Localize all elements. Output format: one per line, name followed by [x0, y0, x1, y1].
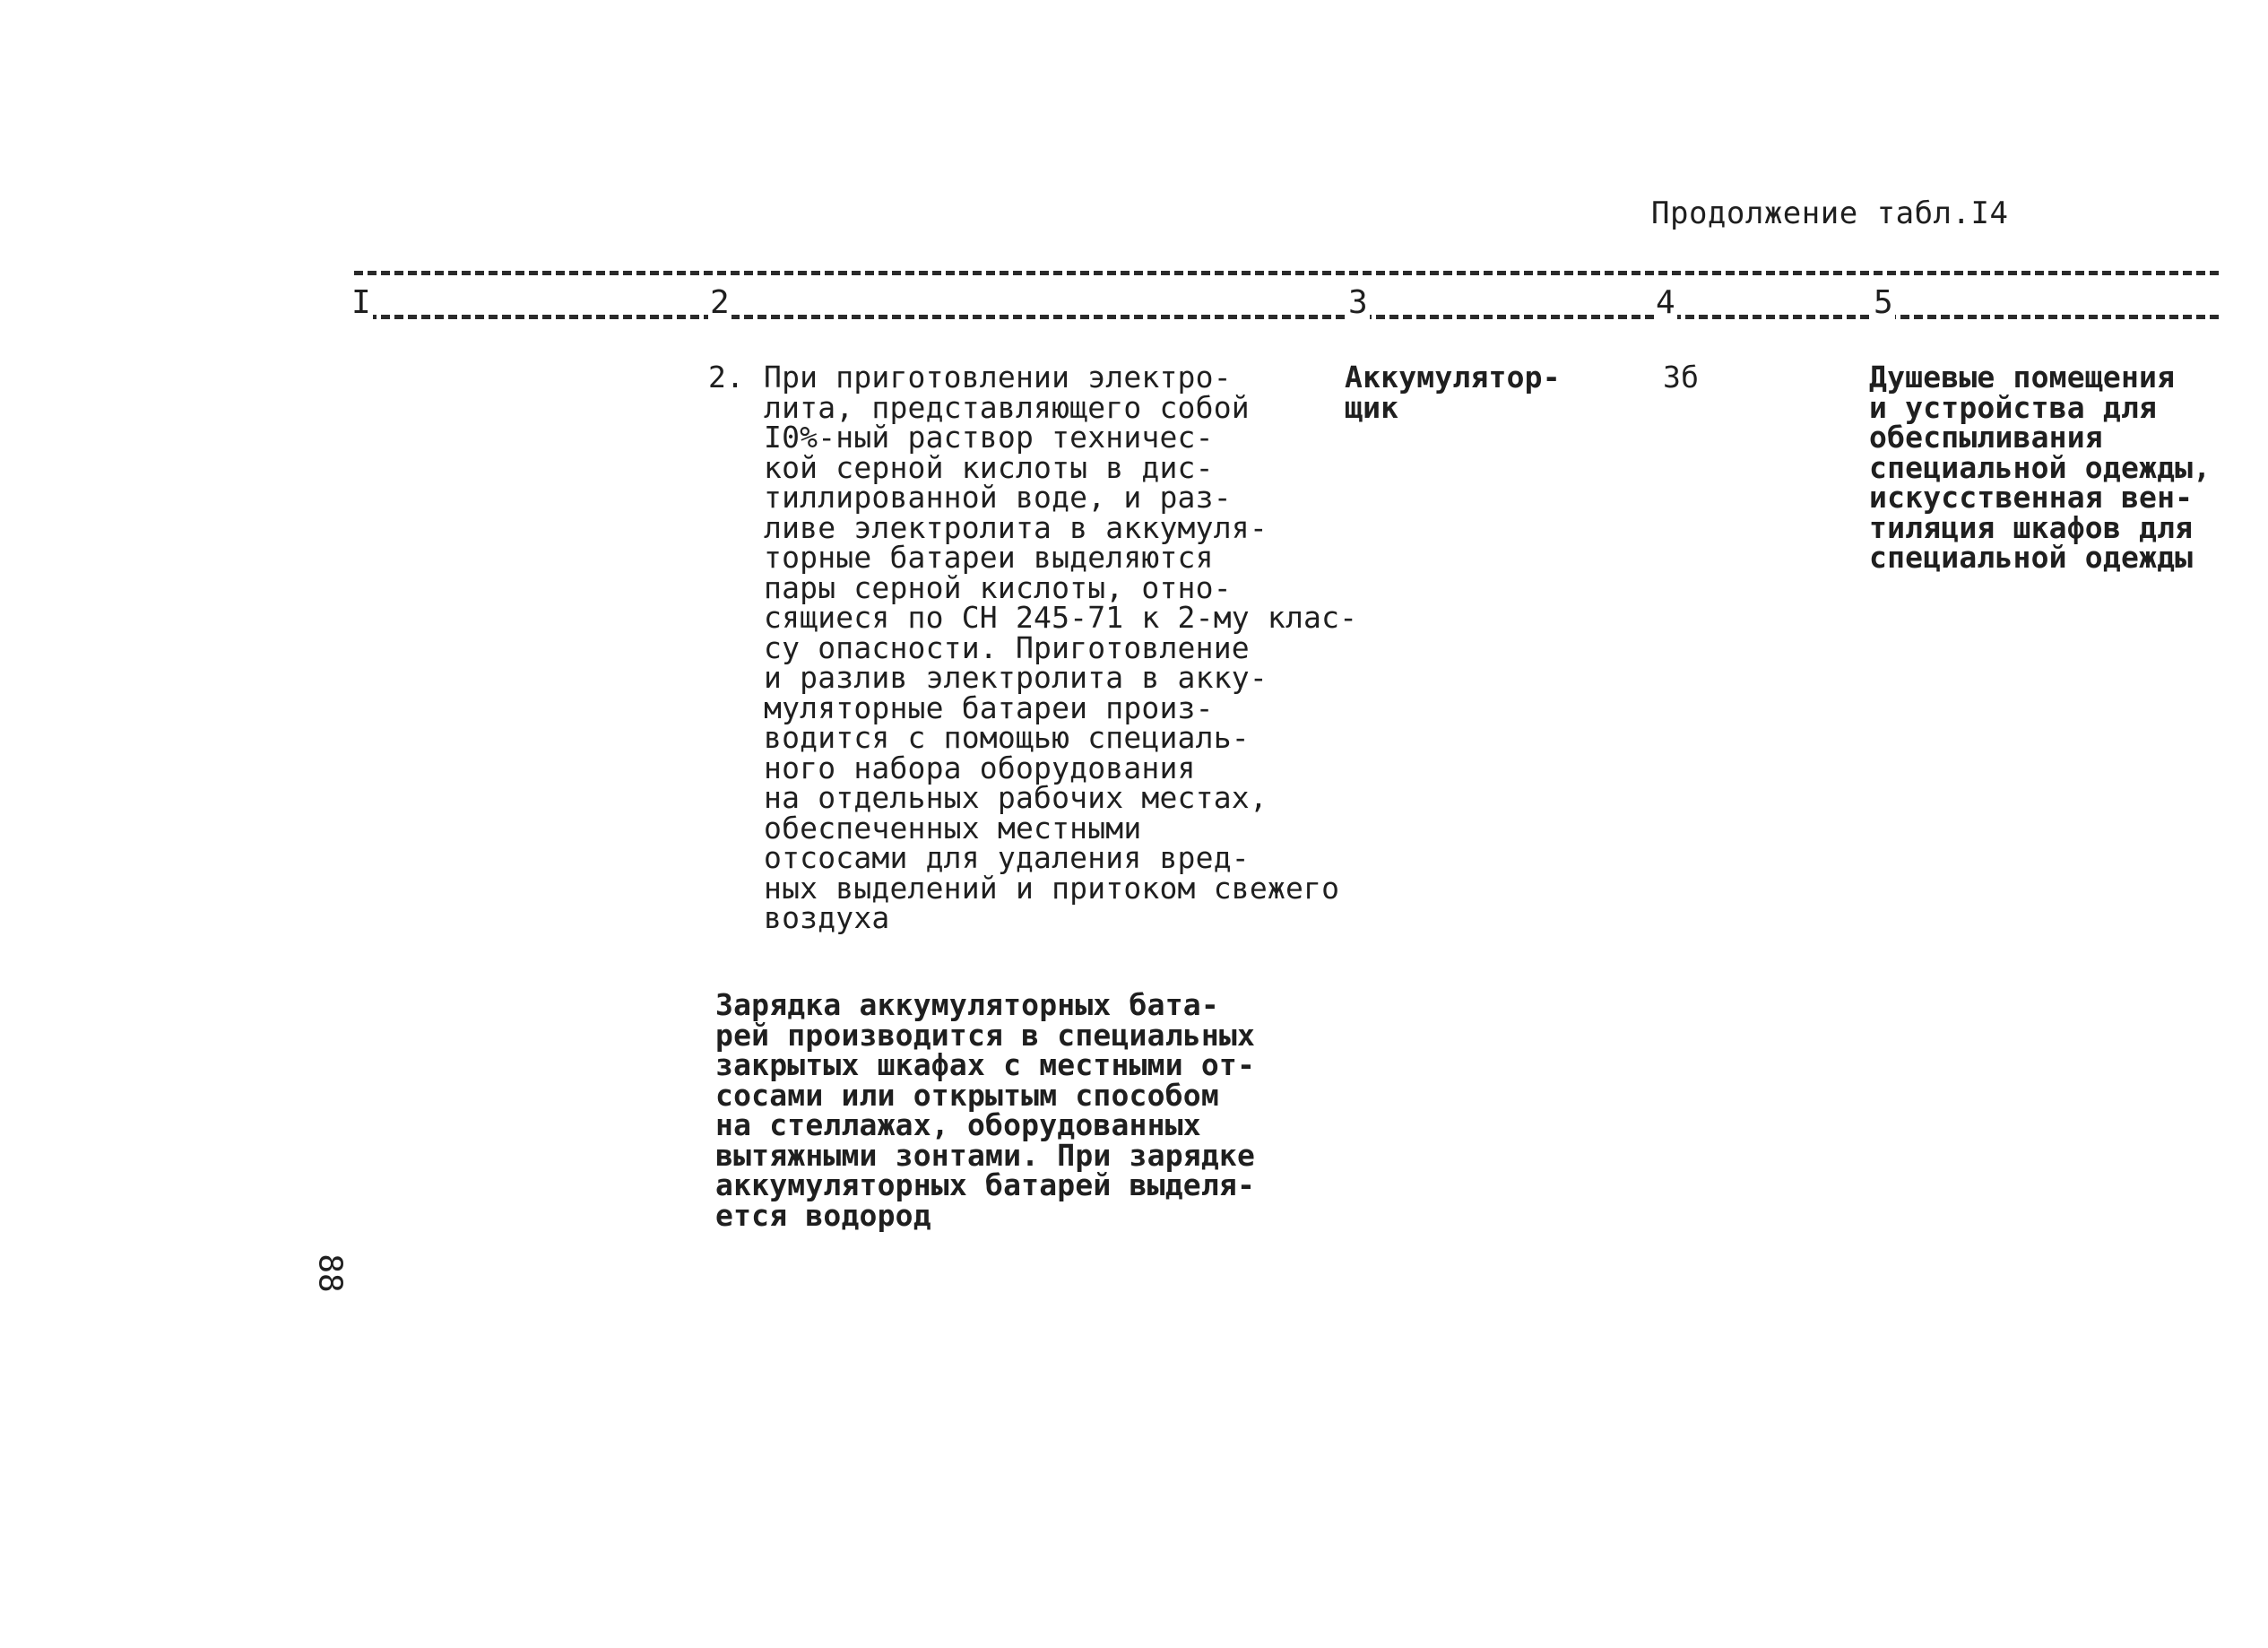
table-header-top-rule — [354, 271, 2219, 275]
column-number-5: 5 — [1874, 284, 1893, 321]
table-header-bottom-rule — [354, 315, 2219, 319]
column-number-1: I — [351, 284, 371, 321]
column-number-4: 4 — [1656, 284, 1675, 321]
row-protective-measures: Душевые помещения и устройства для обеспыливания специальной одежды, искусственная вен- тиляция шкафов для специальной одежды — [1869, 360, 2212, 575]
row-hazard-description: При приготовлении электро- лита, представляющего собой I0%-ный раствор техничес- кой серной кислоты в дис- тиллированной воде, и раз- ливе электролита в аккумуля- торные батареи выделяются пары серной кислоты, отно- сящиеся по СН 245-71 к 2-му клас- су опасности. Приготовление и разлив электролита в акку- муляторные батареи произ- водится с помощью специаль- ного набора оборудования на отдельных рабочих местах, обеспеченных местными отсосами для удаления вред- ных выделений и притоком свежего воздуха — [764, 360, 1358, 935]
row-worker-profession: Аккумулятор- щик — [1345, 360, 1561, 425]
row-item-number: 2. — [708, 360, 745, 395]
table-continuation-label: Продолжение табл.I4 — [1651, 195, 2009, 231]
row-group-value: 3б — [1663, 360, 1700, 395]
page-number: 88 — [311, 1253, 349, 1293]
battery-charging-description: Зарядка аккумуляторных бата- рей производится в специальных закрытых шкафах с местными от- сосами или открытым способом на стеллажах, оборудованных вытяжными зонтами. При зарядке аккумуляторных батарей выделя- ется водород — [715, 987, 1256, 1233]
column-number-2: 2 — [710, 284, 730, 321]
column-number-3: 3 — [1348, 284, 1368, 321]
